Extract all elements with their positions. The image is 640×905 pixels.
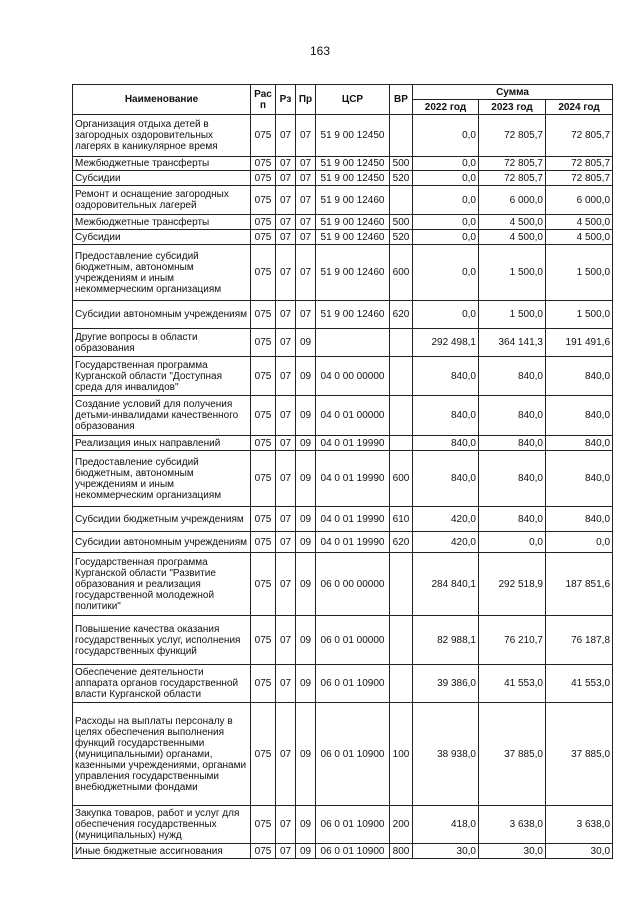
row-vr <box>390 115 413 157</box>
row-ras: 075 <box>251 507 276 532</box>
row-ras: 075 <box>251 806 276 844</box>
row-vr <box>390 186 413 215</box>
row-sum-2023: 1 500,0 <box>479 301 546 329</box>
table-row <box>73 157 613 171</box>
row-csr: 51 9 00 12460 <box>316 186 390 215</box>
row-pr: 07 <box>296 186 316 215</box>
row-sum-2022: 39 386,0 <box>413 665 479 703</box>
table-row <box>73 329 613 357</box>
row-ras: 075 <box>251 186 276 215</box>
row-sum-2024: 1 500,0 <box>546 245 613 301</box>
header-row-top <box>73 85 613 100</box>
row-sum-2023: 1 500,0 <box>479 245 546 301</box>
row-rz: 07 <box>276 451 296 507</box>
row-rz: 07 <box>276 436 296 451</box>
row-pr: 07 <box>296 215 316 230</box>
row-rz: 07 <box>276 396 296 436</box>
header-year-2022: 2022 год <box>413 100 479 115</box>
row-name: Обеспечение деятельности аппарата органов государственной власти Курганской области <box>73 665 251 703</box>
row-name: Субсидии автономным учреждениям <box>73 532 251 553</box>
row-csr: 06 0 01 10900 <box>316 844 390 859</box>
table-row <box>73 665 613 703</box>
table-row <box>73 507 613 532</box>
row-sum-2024: 30,0 <box>546 844 613 859</box>
row-pr: 09 <box>296 665 316 703</box>
row-sum-2024: 6 000,0 <box>546 186 613 215</box>
row-vr <box>390 357 413 396</box>
page-number: 163 <box>309 44 331 58</box>
row-sum-2022: 0,0 <box>413 245 479 301</box>
row-sum-2024: 840,0 <box>546 357 613 396</box>
row-sum-2023: 72 805,7 <box>479 115 546 157</box>
row-ras: 075 <box>251 436 276 451</box>
row-sum-2024: 41 553,0 <box>546 665 613 703</box>
row-sum-2022: 0,0 <box>413 171 479 186</box>
row-sum-2024: 187 851,6 <box>546 553 613 616</box>
row-pr: 07 <box>296 245 316 301</box>
row-sum-2022: 420,0 <box>413 532 479 553</box>
row-ras: 075 <box>251 245 276 301</box>
row-name: Повышение качества оказания государственных услуг, исполнения государственных функций <box>73 616 251 665</box>
header-year-2023: 2023 год <box>479 100 546 115</box>
row-vr: 500 <box>390 215 413 230</box>
row-ras: 075 <box>251 665 276 703</box>
row-rz: 07 <box>276 329 296 357</box>
row-sum-2022: 840,0 <box>413 451 479 507</box>
row-rz: 07 <box>276 171 296 186</box>
row-pr: 07 <box>296 301 316 329</box>
row-pr: 09 <box>296 806 316 844</box>
row-sum-2024: 4 500,0 <box>546 230 613 245</box>
row-name: Предоставление субсидий бюджетным, автономным учреждениям и иным некоммерческим организациям <box>73 245 251 301</box>
table-row <box>73 436 613 451</box>
row-ras: 075 <box>251 396 276 436</box>
row-vr: 100 <box>390 703 413 806</box>
row-sum-2024: 72 805,7 <box>546 171 613 186</box>
row-name: Расходы на выплаты персоналу в целях обеспечения выполнения функций государственными (муниципальными) органами, казенными учреждениями, органами управления государственными внебюджетными фондами <box>73 703 251 806</box>
row-pr: 09 <box>296 703 316 806</box>
row-rz: 07 <box>276 703 296 806</box>
table-row <box>73 245 613 301</box>
table-row <box>73 115 613 157</box>
row-rz: 07 <box>276 157 296 171</box>
row-csr: 51 9 00 12450 <box>316 171 390 186</box>
row-ras: 075 <box>251 329 276 357</box>
row-sum-2023: 4 500,0 <box>479 215 546 230</box>
row-rz: 07 <box>276 806 296 844</box>
row-ras: 075 <box>251 215 276 230</box>
row-ras: 075 <box>251 301 276 329</box>
row-sum-2022: 0,0 <box>413 301 479 329</box>
row-pr: 09 <box>296 507 316 532</box>
row-rz: 07 <box>276 245 296 301</box>
row-sum-2023: 840,0 <box>479 357 546 396</box>
row-name: Иные бюджетные ассигнования <box>73 844 251 859</box>
row-sum-2022: 284 840,1 <box>413 553 479 616</box>
row-pr: 09 <box>296 553 316 616</box>
row-csr: 04 0 00 00000 <box>316 357 390 396</box>
row-name: Субсидии <box>73 230 251 245</box>
header-csr: ЦСР <box>316 85 390 115</box>
row-sum-2024: 37 885,0 <box>546 703 613 806</box>
row-csr: 04 0 01 19990 <box>316 507 390 532</box>
row-sum-2024: 840,0 <box>546 436 613 451</box>
row-ras: 075 <box>251 230 276 245</box>
row-csr: 04 0 01 19990 <box>316 436 390 451</box>
row-sum-2023: 3 638,0 <box>479 806 546 844</box>
table-row <box>73 616 613 665</box>
table-body <box>73 115 613 859</box>
row-sum-2022: 0,0 <box>413 115 479 157</box>
row-ras: 075 <box>251 357 276 396</box>
row-rz: 07 <box>276 230 296 245</box>
row-vr <box>390 616 413 665</box>
row-sum-2023: 4 500,0 <box>479 230 546 245</box>
row-vr: 500 <box>390 157 413 171</box>
row-sum-2024: 3 638,0 <box>546 806 613 844</box>
row-name: Ремонт и оснащение загородных оздоровительных лагерей <box>73 186 251 215</box>
row-name: Субсидии бюджетным учреждениям <box>73 507 251 532</box>
row-vr: 600 <box>390 451 413 507</box>
table-row <box>73 301 613 329</box>
row-vr: 620 <box>390 532 413 553</box>
row-pr: 09 <box>296 616 316 665</box>
table-row <box>73 215 613 230</box>
row-sum-2023: 840,0 <box>479 507 546 532</box>
row-pr: 09 <box>296 532 316 553</box>
row-csr: 06 0 01 00000 <box>316 616 390 665</box>
row-csr: 51 9 00 12460 <box>316 301 390 329</box>
header-name: Наименование <box>73 85 251 115</box>
row-sum-2024: 840,0 <box>546 396 613 436</box>
row-sum-2022: 840,0 <box>413 396 479 436</box>
row-ras: 075 <box>251 553 276 616</box>
row-rz: 07 <box>276 616 296 665</box>
row-csr: 51 9 00 12460 <box>316 215 390 230</box>
row-vr: 200 <box>390 806 413 844</box>
table-row <box>73 806 613 844</box>
row-vr: 520 <box>390 230 413 245</box>
row-rz: 07 <box>276 186 296 215</box>
row-ras: 075 <box>251 844 276 859</box>
row-sum-2023: 30,0 <box>479 844 546 859</box>
row-sum-2023: 840,0 <box>479 436 546 451</box>
row-ras: 075 <box>251 451 276 507</box>
row-sum-2022: 418,0 <box>413 806 479 844</box>
row-sum-2024: 76 187,8 <box>546 616 613 665</box>
row-name: Государственная программа Курганской области "Развитие образования и реализация государственной молодежной политики" <box>73 553 251 616</box>
row-sum-2023: 41 553,0 <box>479 665 546 703</box>
row-sum-2024: 0,0 <box>546 532 613 553</box>
row-csr: 04 0 01 19990 <box>316 532 390 553</box>
row-vr: 600 <box>390 245 413 301</box>
row-sum-2023: 840,0 <box>479 396 546 436</box>
row-vr: 800 <box>390 844 413 859</box>
row-vr <box>390 665 413 703</box>
row-rz: 07 <box>276 215 296 230</box>
row-pr: 07 <box>296 115 316 157</box>
row-csr: 51 9 00 12450 <box>316 115 390 157</box>
header-rz: Рз <box>276 85 296 115</box>
row-ras: 075 <box>251 157 276 171</box>
row-rz: 07 <box>276 357 296 396</box>
row-sum-2024: 1 500,0 <box>546 301 613 329</box>
header-ras: Рас п <box>251 85 276 115</box>
header-vr: ВР <box>390 85 413 115</box>
row-pr: 09 <box>296 844 316 859</box>
row-vr: 520 <box>390 171 413 186</box>
row-sum-2024: 4 500,0 <box>546 215 613 230</box>
row-sum-2023: 72 805,7 <box>479 171 546 186</box>
row-ras: 075 <box>251 171 276 186</box>
table-row <box>73 703 613 806</box>
table-row <box>73 553 613 616</box>
header-year-2024: 2024 год <box>546 100 613 115</box>
row-vr <box>390 436 413 451</box>
row-csr: 51 9 00 12460 <box>316 245 390 301</box>
row-pr: 09 <box>296 396 316 436</box>
row-sum-2023: 840,0 <box>479 451 546 507</box>
row-pr: 09 <box>296 436 316 451</box>
table-row <box>73 532 613 553</box>
row-sum-2024: 191 491,6 <box>546 329 613 357</box>
row-sum-2022: 0,0 <box>413 186 479 215</box>
row-sum-2024: 72 805,7 <box>546 115 613 157</box>
header-sum: Сумма <box>413 85 613 100</box>
row-name: Субсидии автономным учреждениям <box>73 301 251 329</box>
row-csr: 06 0 01 10900 <box>316 665 390 703</box>
row-csr: 51 9 00 12460 <box>316 230 390 245</box>
row-rz: 07 <box>276 844 296 859</box>
row-rz: 07 <box>276 665 296 703</box>
row-ras: 075 <box>251 616 276 665</box>
row-ras: 075 <box>251 703 276 806</box>
table-row <box>73 357 613 396</box>
row-sum-2023: 76 210,7 <box>479 616 546 665</box>
table-row <box>73 230 613 245</box>
row-sum-2023: 6 000,0 <box>479 186 546 215</box>
row-sum-2022: 30,0 <box>413 844 479 859</box>
table-row <box>73 171 613 186</box>
row-sum-2023: 37 885,0 <box>479 703 546 806</box>
row-name: Создание условий для получения детьми-инвалидами качественного образования <box>73 396 251 436</box>
row-pr: 09 <box>296 357 316 396</box>
row-name: Организация отдыха детей в загородных оздоровительных лагерях в каникулярное время <box>73 115 251 157</box>
row-csr: 06 0 01 10900 <box>316 806 390 844</box>
row-csr: 51 9 00 12450 <box>316 157 390 171</box>
table-row <box>73 844 613 859</box>
row-pr: 07 <box>296 171 316 186</box>
row-vr <box>390 553 413 616</box>
row-pr: 09 <box>296 329 316 357</box>
row-sum-2022: 0,0 <box>413 157 479 171</box>
table-row <box>73 186 613 215</box>
row-name: Субсидии <box>73 171 251 186</box>
row-rz: 07 <box>276 553 296 616</box>
row-rz: 07 <box>276 532 296 553</box>
row-sum-2023: 72 805,7 <box>479 157 546 171</box>
row-name: Межбюджетные трансферты <box>73 157 251 171</box>
row-rz: 07 <box>276 301 296 329</box>
row-sum-2022: 82 988,1 <box>413 616 479 665</box>
row-sum-2023: 364 141,3 <box>479 329 546 357</box>
row-sum-2024: 72 805,7 <box>546 157 613 171</box>
table-row <box>73 451 613 507</box>
row-sum-2023: 0,0 <box>479 532 546 553</box>
row-vr: 610 <box>390 507 413 532</box>
row-name: Закупка товаров, работ и услуг для обеспечения государственных (муниципальных) нужд <box>73 806 251 844</box>
row-pr: 07 <box>296 157 316 171</box>
row-name: Другие вопросы в области образования <box>73 329 251 357</box>
row-csr: 04 0 01 19990 <box>316 451 390 507</box>
row-name: Предоставление субсидий бюджетным, автономным учреждениям и иным некоммерческим организациям <box>73 451 251 507</box>
row-sum-2022: 292 498,1 <box>413 329 479 357</box>
row-vr <box>390 329 413 357</box>
row-pr: 07 <box>296 230 316 245</box>
row-name: Межбюджетные трансферты <box>73 215 251 230</box>
row-sum-2023: 292 518,9 <box>479 553 546 616</box>
row-name: Государственная программа Курганской области "Доступная среда для инвалидов" <box>73 357 251 396</box>
row-sum-2022: 420,0 <box>413 507 479 532</box>
row-sum-2022: 0,0 <box>413 215 479 230</box>
row-vr <box>390 396 413 436</box>
row-sum-2022: 38 938,0 <box>413 703 479 806</box>
budget-table <box>72 84 613 859</box>
row-sum-2022: 840,0 <box>413 436 479 451</box>
row-csr: 06 0 01 10900 <box>316 703 390 806</box>
row-ras: 075 <box>251 532 276 553</box>
row-sum-2022: 0,0 <box>413 230 479 245</box>
row-sum-2024: 840,0 <box>546 451 613 507</box>
row-pr: 09 <box>296 451 316 507</box>
table-row <box>73 396 613 436</box>
row-csr <box>316 329 390 357</box>
row-csr: 06 0 00 00000 <box>316 553 390 616</box>
row-name: Реализация иных направлений <box>73 436 251 451</box>
row-vr: 620 <box>390 301 413 329</box>
row-rz: 07 <box>276 507 296 532</box>
row-sum-2024: 840,0 <box>546 507 613 532</box>
row-ras: 075 <box>251 115 276 157</box>
row-rz: 07 <box>276 115 296 157</box>
row-sum-2022: 840,0 <box>413 357 479 396</box>
row-csr: 04 0 01 00000 <box>316 396 390 436</box>
header-pr: Пр <box>296 85 316 115</box>
